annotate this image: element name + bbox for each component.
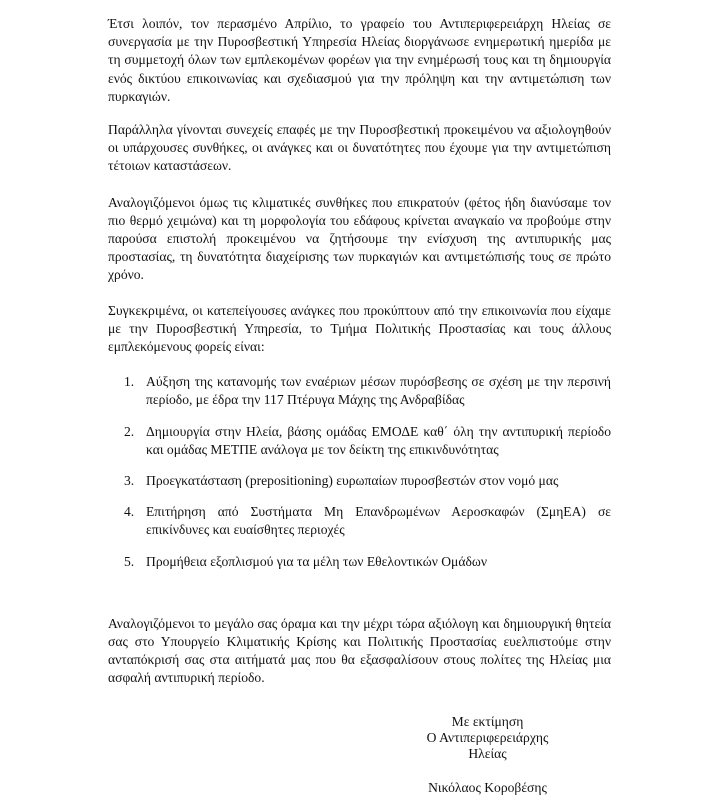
list-item [108, 553, 611, 571]
list-item [108, 503, 611, 539]
paragraph-closing-appeal: Αναλογιζόμενοι το μεγάλο σας όραμα και την μέχρι τώρα αξιόλογη και δημιουργική θητεία σας στο Υπουργείο Κλιματικής Κρίσης και Πολιτικής Προστασίας ευελπιστούμε στην ανταπόκρισή σας στα αιτήματά μας που θα εξασφαλίσουν στους πολίτες της Ηλείας μια ασφαλή αντιπυρική περίοδο. [108, 615, 611, 686]
list-item [108, 423, 611, 459]
paragraph-april-event: Έτσι λοιπόν, τον περασμένο Απρίλιο, το γραφείο του Αντιπεριφερειάρχη Ηλείας σε συνεργασία με την Πυροσβεστική Υπηρεσία Ηλείας διοργάνωσε ενημερωτική ημερίδα με τη συμμετοχή όλων των εμπλεκομένων φορέων για την ενημέρωσή τους και τη δημιουργία ενός δικτύου επικοινωνίας και σχεδιασμού για την πρόληψη και την αντιμετώπιση των πυρκαγιών. [108, 16, 611, 104]
signature-closing: Με εκτίμηση [451, 714, 524, 729]
signature-region: Ηλείας [468, 746, 507, 761]
paragraph-climate-conditions: Αναλογιζόμενοι όμως τις κλιματικές συνθήκες που επικρατούν (φέτος ήδη διανύσαμε τον πιο θερμό χειμώνα) και τη μορφολογία του εδάφους κρίνεται αναγκαίο να προβούμε στην παρούσα επιστολή προκειμένου να ζητήσουμε την ενίσχυση της αντιπυρικής μας προστασίας, τη δυνατότητα διαχείρισης των πυρκαγιών και αντιμετώπισής τους σε πρώτο χρόνο. [108, 194, 611, 283]
letter-body [108, 15, 611, 688]
list-item-number: 2. [124, 423, 135, 439]
list-item-text: Προμήθεια εξοπλισμού για τα μέλη των Εθελοντικών Ομάδων [146, 553, 487, 569]
signature-block [400, 714, 575, 796]
list-item-text: Δημιουργία στην Ηλεία, βάσης ομάδας ΕΜΟΔΕ καθ΄ όλη την αντιπυρική περίοδο και ομάδας ΜΕΤΠΕ ανάλογα με τον δείκτη της επικινδυνότητας [146, 423, 611, 457]
list-item-number: 5. [124, 553, 135, 569]
list-item-number: 3. [124, 473, 135, 489]
paragraph-urgent-needs-intro: Συγκεκριμένα, οι κατεπείγουσες ανάγκες που προκύπτουν από την επικοινωνία που είχαμε με την Πυροσβεστική Υπηρεσία, το Τμήμα Πολιτικής Προστασίας και τους άλλους εμπλεκόμενους φορείς είναι: [108, 302, 611, 355]
list-item-number: 4. [124, 504, 135, 520]
list-item-text: Αύξηση της κατανομής των εναέριων μέσων πυρόσβεσης σε σχέση με την περσινή περίοδο, με έδρα την 117 Πτέρυγα Μάχης της Ανδραβίδας [146, 374, 611, 408]
signature-name: Νικόλαος Κοροβέσης [428, 780, 547, 795]
signature-title: Ο Αντιπεριφερειάρχης [426, 730, 549, 745]
list-item-number: 1. [124, 374, 135, 390]
list-item-text: Προεγκατάσταση (prepositioning) ευρωπαίων πυροσβεστών στον νομό μας [146, 473, 559, 489]
list-item-text: Επιτήρηση από Συστήματα Μη Επανδρωμένων Αεροσκαφών (ΣμηΕΑ) σε επικίνδυνες και ευαίσθητες περιοχές [146, 504, 611, 538]
paragraph-ongoing-contacts: Παράλληλα γίνονται συνεχείς επαφές με την Πυροσβεστική προκειμένου να αξιολογηθούν οι υπάρχουσες συνθήκες, οι ανάγκες και οι δυνατότητες που έχουμε για την αντιμετώπιση τέτοιων καταστάσεων. [108, 122, 611, 174]
list-item [108, 373, 611, 409]
requests-list [108, 373, 611, 571]
list-item [108, 472, 611, 490]
